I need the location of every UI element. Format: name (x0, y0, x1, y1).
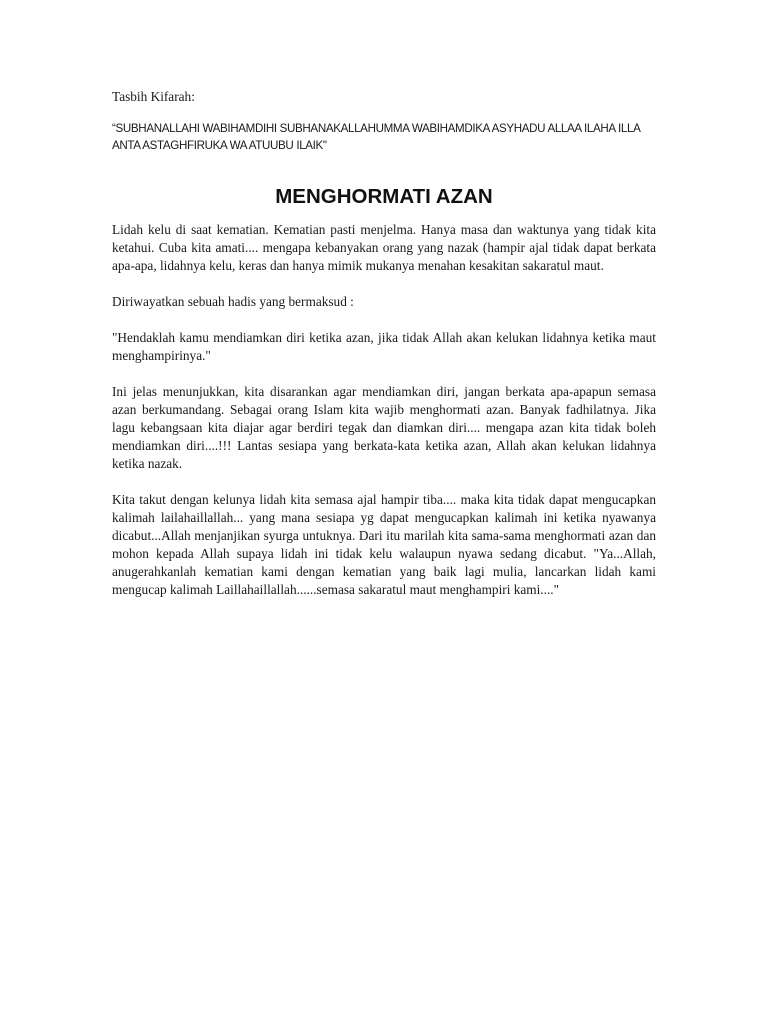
paragraph-explanation: Ini jelas menunjukkan, kita disarankan agar mendiamkan diri, jangan berkata apa-apapun semasa azan berkumandang. Sebagai orang Islam kita wajib menghormati azan. Banyak fadhilatnya. Jika lagu kebangsaan kita diajar agar berdiri tegak dan diamkan diri.... mengapa azan kita tidak boleh mendiamkan diri....!!! Lantas sesiapa yang berkata-kata ketika azan, Allah akan kelukan lidahnya ketika nazak. (112, 384, 656, 471)
paragraph-intro: Lidah kelu di saat kematian. Kematian pasti menjelma. Hanya masa dan waktunya yang tidak kita ketahui. Cuba kita amati.... mengapa kebanyakan orang yang nazak (hampir ajal tidak dapat berkata apa-apa, lidahnya kelu, keras dan hanya mimik mukanya menahan kesakitan sakaratul maut. (112, 222, 656, 273)
paragraph-closing: Kita takut dengan kelunya lidah kita semasa ajal hampir tiba.... maka kita tidak dapat mengucapkan kalimah lailahaillallah... yang mana sesiapa yg dapat mengucapkan kalimah ini ketika nyawanya dicabut...Allah menjanjikan syurga untuknya. Dari itu marilah kita sama-sama menghormati azan dan mohon kepada Allah supaya lidah ini tidak kelu walaupun nyawa sedang dicabut. "Ya...Allah, anugerahkanlah kematian kami dengan kematian yang baik lagi mulia, lancarkan lidah kami mengucap kalimah Laillahaillallah......semasa sakaratul maut menghampiri kami...." (112, 492, 656, 597)
tasbih-heading: Tasbih Kifarah: (112, 89, 195, 104)
paragraph-hadith-intro: Diriwayatkan sebuah hadis yang bermaksud : (112, 294, 354, 309)
tasbih-kifarah-text: “SUBHANALLAHI WABIHAMDIHI SUBHANAKALLAHUMMA WABIHAMDIKA ASYHADU ALLAA ILAHA ILLA ANTA ASTAGHFIRUKA WA ATUUBU ILAIK" (112, 122, 640, 152)
paragraph-hadith-quote: "Hendaklah kamu mendiamkan diri ketika azan, jika tidak Allah akan kelukan lidahnya ketika maut menghampirinya." (112, 330, 656, 363)
document-body (112, 88, 656, 599)
document-title: MENGHORMATI AZAN (275, 185, 493, 208)
